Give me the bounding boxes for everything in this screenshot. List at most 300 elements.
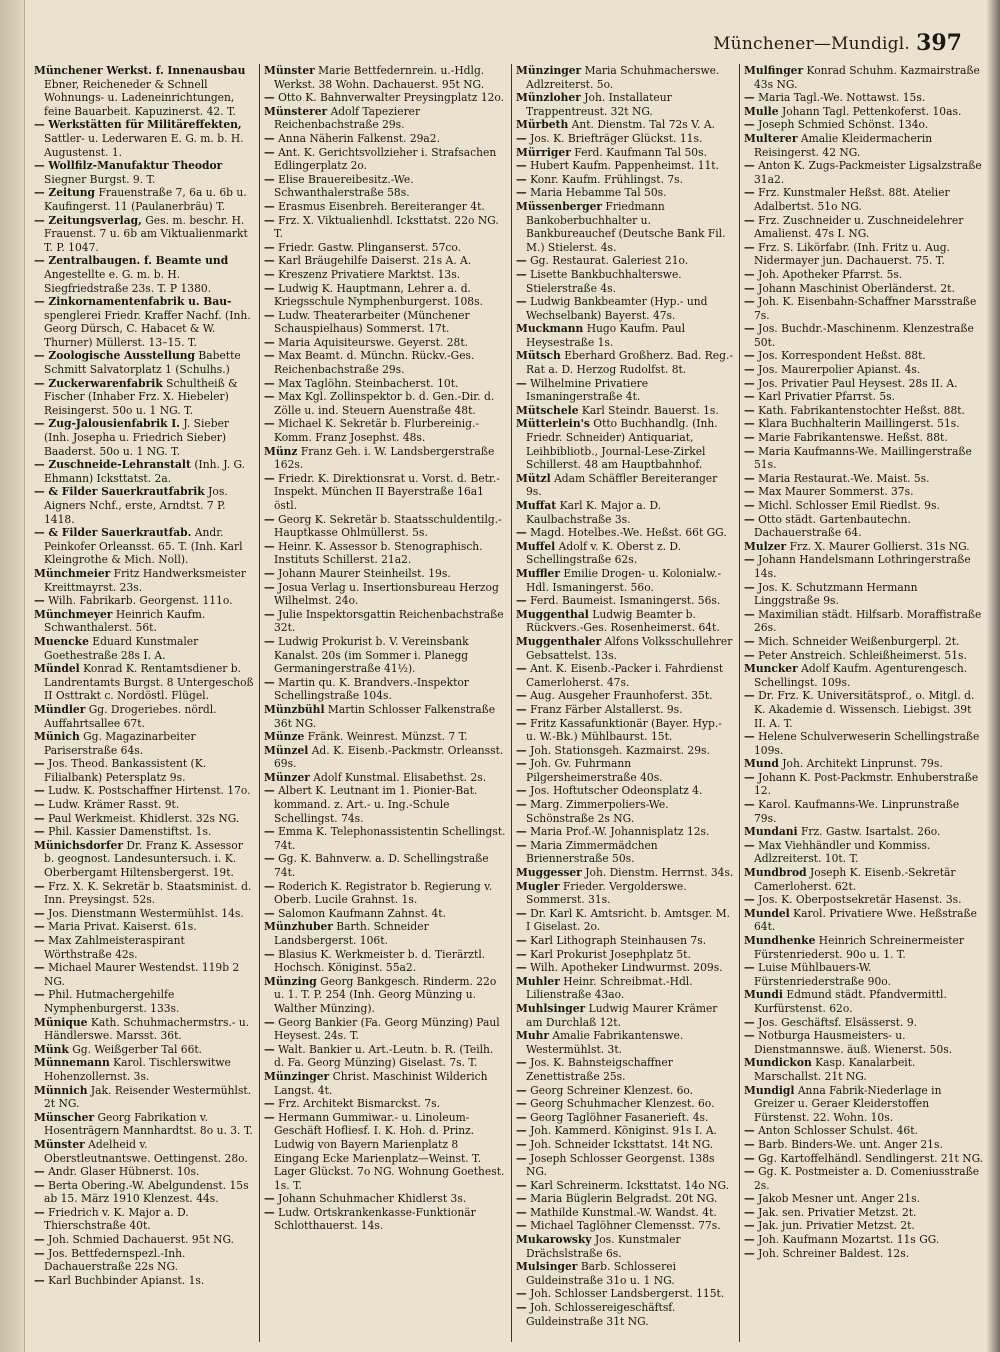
entry-name: Mulle bbox=[744, 104, 779, 118]
entry-details: Adam Schäffler Bereiteranger 9s. bbox=[526, 471, 718, 499]
directory-entry bbox=[264, 309, 506, 336]
entry-name: — & Filder Sauerkrautfabrik bbox=[34, 485, 205, 499]
entry-name: — bbox=[516, 1205, 527, 1219]
entry-details: Jos. Geschäftsf. Elsässerst. 9. bbox=[758, 1015, 918, 1029]
entry-details: Jakob Mesner unt. Anger 21s. bbox=[758, 1192, 920, 1206]
entry-details: Johann Tagl. Pettenkoferst. 10as. bbox=[781, 104, 962, 118]
entry-details: Karl Bräugehilfe Daiserst. 21s A. A. bbox=[278, 254, 472, 268]
entry-name: — bbox=[744, 390, 755, 404]
entry-name: Münnemann bbox=[34, 1056, 110, 1070]
entry-details: Ludwig Maurer Krämer am Durchlaß 12t. bbox=[526, 1001, 718, 1029]
directory-entry bbox=[34, 1138, 254, 1165]
entry-name: — bbox=[34, 988, 45, 1002]
entry-details: Michael K. Sekretär b. Flurbereinig.-Komm. Franz Josephst. 48s. bbox=[274, 417, 479, 445]
entry-details: Adolf Kunstmal. Elisabethst. 2s. bbox=[313, 770, 487, 784]
entry-name: Mundhenke bbox=[744, 934, 816, 947]
entry-name: Muggenthal bbox=[516, 607, 589, 621]
entry-details: Joseph K. Eisenb.-Sekretär Camerloherst. 62t. bbox=[754, 866, 956, 893]
entry-name: — Zoologische Ausstellung bbox=[34, 349, 195, 363]
entry-name: — Zeitungsverlag, bbox=[34, 213, 142, 227]
entry-name: — bbox=[34, 757, 45, 771]
entry-name: Multerer bbox=[744, 131, 798, 145]
entry-name: Mundani bbox=[744, 825, 798, 839]
entry-details: Kath. Schuhmachermstrs.- u. Händlerswe. Marsst. 36t. bbox=[44, 1015, 250, 1043]
entry-details: Heinrich Kaufm. Schwanthalerst. 56t. bbox=[44, 607, 206, 635]
entry-name: Münzloher bbox=[516, 91, 581, 105]
entry-details: Wilhelmine Privatiere Ismaningerstraße 4t. bbox=[526, 376, 649, 404]
directory-entry bbox=[744, 1124, 984, 1138]
directory-entry bbox=[34, 635, 254, 662]
entry-name: — bbox=[744, 798, 755, 812]
entry-name: Muffat bbox=[516, 499, 557, 512]
directory-entry bbox=[744, 581, 984, 608]
directory-entry bbox=[264, 282, 506, 309]
entry-name: — bbox=[516, 1287, 527, 1301]
directory-entry bbox=[744, 322, 984, 349]
entry-name: — bbox=[516, 798, 527, 812]
entry-name: — bbox=[744, 1015, 755, 1029]
entry-name: — bbox=[34, 811, 45, 825]
directory-entry bbox=[516, 1084, 734, 1098]
entry-name: — bbox=[264, 634, 275, 648]
entry-details: Franz Färber Alstallerst. 9s. bbox=[530, 702, 683, 716]
directory-entry bbox=[516, 798, 734, 825]
entry-name: — bbox=[516, 159, 527, 173]
entry-name: — bbox=[744, 499, 755, 512]
entry-details: Frz. Zuschneider u. Zuschneidelehrer Amalienst. 47s I. NG. bbox=[754, 213, 964, 241]
entry-details: Jos. K. Oberpostsekretär Hasenst. 3s. bbox=[758, 893, 962, 907]
entry-details: Maria Hebamme Tal 50s. bbox=[530, 186, 667, 200]
entry-details: Wilh. Fabrikarb. Georgenst. 111o. bbox=[48, 594, 233, 608]
directory-entry bbox=[744, 635, 984, 649]
entry-details: Jos. Korrespondent Heßst. 88t. bbox=[758, 349, 926, 363]
directory-entry bbox=[516, 1233, 734, 1260]
directory-entry bbox=[34, 64, 254, 118]
entry-details: Blasius K. Werkmeister b. d. Tierärztl. Hochsch. Königinst. 55a2. bbox=[274, 947, 486, 975]
entry-details: Johann Maurer Steinheilst. 19s. bbox=[278, 566, 451, 580]
directory-entry bbox=[264, 635, 506, 676]
entry-name: — bbox=[264, 825, 275, 839]
entry-details: Johann Maschinist Oberländerst. 2t. bbox=[758, 281, 955, 295]
directory-entry bbox=[34, 880, 254, 907]
directory-entry bbox=[264, 513, 506, 540]
entry-name: — Zuckerwarenfabrik bbox=[34, 376, 163, 390]
directory-entry bbox=[516, 703, 734, 717]
entry-name: — bbox=[264, 267, 275, 281]
entry-details: spenglerei Friedr. Kraffer Nachf. (Inh. Georg Dürsch, C. Habacet & W. Thurner) Müllerst. 13–15. T. bbox=[44, 308, 251, 349]
entry-details: Max Zahlmeisteraspirant Wörthstraße 42s. bbox=[44, 934, 185, 961]
entry-details: Siegner Burgst. 9. T. bbox=[44, 172, 156, 186]
directory-entry bbox=[34, 1056, 254, 1083]
directory-entry bbox=[516, 1260, 734, 1287]
entry-name: — bbox=[744, 1029, 755, 1043]
entry-name: — bbox=[744, 1192, 755, 1206]
entry-name: — bbox=[516, 784, 527, 798]
entry-details: Max Maurer Sommerst. 37s. bbox=[758, 485, 914, 499]
directory-entry bbox=[264, 105, 506, 132]
directory-entry bbox=[516, 825, 734, 839]
binding-margin bbox=[0, 0, 25, 1352]
entry-name: — bbox=[264, 1042, 275, 1056]
entry-name: — bbox=[264, 539, 275, 553]
directory-entry bbox=[744, 1192, 984, 1206]
entry-name: — bbox=[744, 159, 755, 173]
entry-details: Friedr. K. Direktionsrat u. Vorst. d. Betr.-Inspekt. München II Bayerstraße 16a1 östl. bbox=[274, 471, 500, 512]
entry-details: Georg Taglöhner Fasanerieft. 4s. bbox=[530, 1110, 709, 1124]
directory-entry bbox=[34, 1016, 254, 1043]
directory-entry bbox=[34, 784, 254, 798]
entry-details: Fritz Kassafunktionär (Bayer. Hyp.- u. W.-Bk.) Mühlbaurst. 15t. bbox=[526, 716, 722, 744]
entry-details: Andr. Peinkofer Orleansst. 65. T. (Inh. Karl Kleingrothe & Mich. Noll). bbox=[44, 526, 243, 567]
entry-details: Friedr. Gastw. Plinganserst. 57co. bbox=[278, 240, 462, 254]
directory-entry bbox=[264, 920, 506, 947]
entry-details: Maria Aquisiteurswe. Geyerst. 28t. bbox=[278, 335, 469, 349]
entry-name: — bbox=[34, 961, 45, 975]
entry-name: Münzhuber bbox=[264, 920, 333, 934]
directory-entry bbox=[516, 1056, 734, 1083]
entry-name: — bbox=[264, 906, 275, 920]
directory-entry bbox=[264, 948, 506, 975]
entry-name: — bbox=[744, 893, 755, 907]
directory-entry bbox=[516, 349, 734, 376]
entry-details: Ebner, Reicheneder & Schnell Wohnungs- u. Ladeneinrichtungen, feine Bauarbeit. Kapuzinerst. 42. T. bbox=[44, 77, 236, 118]
entry-name: — bbox=[264, 376, 275, 390]
column-3 bbox=[512, 64, 738, 1342]
entry-details: Adolf Kaufm. Agenturengesch. Schellingst. 109s. bbox=[754, 662, 968, 689]
entry-details: Jos. Bettfedernspezl.-Inh. Dachauerstraße 22s NG. bbox=[44, 1246, 186, 1274]
entry-details: Georg Schuhmacher Klenzest. 6o. bbox=[530, 1097, 715, 1111]
entry-name: Mündel bbox=[34, 662, 80, 676]
directory-entry bbox=[264, 1070, 506, 1097]
entry-name: — bbox=[264, 580, 275, 594]
directory-entry bbox=[264, 676, 506, 703]
entry-name: — Zinkornamentenfabrik u. Bau- bbox=[34, 295, 232, 309]
entry-name: Münique bbox=[34, 1015, 88, 1029]
entry-details: Joh. Stationsgeh. Kazmairst. 29s. bbox=[530, 743, 710, 757]
entry-name: Mulsinger bbox=[516, 1260, 578, 1274]
directory-entry bbox=[34, 118, 254, 159]
directory-entry bbox=[516, 1206, 734, 1220]
directory-entry bbox=[744, 404, 984, 418]
entry-name: — bbox=[264, 566, 275, 580]
entry-details: Babette Schmitt Salvatorplatz 1 (Schulhs.) bbox=[44, 349, 241, 377]
entry-details: Wilh. Apotheker Lindwurmst. 209s. bbox=[530, 961, 723, 975]
entry-details: Maria Schuhmacherswe. Adlzreiterst. 5o. bbox=[526, 64, 720, 91]
entry-details: Gg. Restaurat. Galeriest 21o. bbox=[530, 254, 689, 268]
entry-name: Münze bbox=[264, 730, 305, 744]
directory-entry bbox=[516, 662, 734, 689]
entry-details: Frz. X. Maurer Gollierst. 31s NG. bbox=[789, 539, 970, 553]
directory-entry bbox=[34, 1084, 254, 1111]
entry-name: — bbox=[516, 1301, 527, 1315]
entry-details: Mathilde Kunstmal.-W. Wandst. 4t. bbox=[530, 1205, 717, 1219]
directory-entry bbox=[34, 730, 254, 757]
entry-name: — bbox=[264, 335, 275, 349]
entry-name: — bbox=[744, 838, 755, 852]
entry-details: Karl Prokurist Josephplatz 5t. bbox=[530, 947, 691, 961]
entry-name: — bbox=[516, 186, 527, 200]
entry-details: Notburga Hausmeisters- u. Dienstmannswe. äuß. Wienerst. 50s. bbox=[754, 1029, 953, 1056]
entry-name: — bbox=[516, 947, 527, 961]
directory-entry bbox=[744, 893, 984, 907]
directory-entry bbox=[34, 485, 254, 526]
entry-details: Ludw. Ortskrankenkasse-Funktionär Schlotthauerst. 14s. bbox=[274, 1205, 476, 1233]
running-title: Münchener—Mundigl. bbox=[713, 34, 910, 54]
entry-name: Muhler bbox=[516, 974, 560, 988]
directory-entry bbox=[264, 472, 506, 513]
directory-entry bbox=[516, 377, 734, 404]
directory-entry bbox=[264, 200, 506, 214]
column-2 bbox=[260, 64, 510, 1342]
entry-details: J. Sieber (Inh. Josepha u. Friedrich Sieber) Baaderst. 50o u. 1 NG. T. bbox=[44, 417, 230, 458]
entry-details: Gg. K. Postmeister a. D. Comeniusstraße 2s. bbox=[754, 1165, 980, 1192]
entry-details: Karol. Kaufmanns-We. Linprunstraße 79s. bbox=[754, 798, 960, 825]
entry-details: Emilie Drogen- u. Kolonialw.-Hdl. Ismaningerst. 56o. bbox=[526, 566, 722, 594]
column-1 bbox=[30, 64, 258, 1342]
entry-details: Jos. Theod. Bankassistent (K. Filialbank) Petersplatz 9s. bbox=[44, 757, 207, 784]
directory-entry bbox=[516, 472, 734, 499]
entry-name: — bbox=[34, 798, 45, 812]
entry-name: — bbox=[744, 186, 755, 200]
entry-name: Muggenthaler bbox=[516, 634, 602, 648]
directory-entry bbox=[516, 744, 734, 758]
directory-entry bbox=[744, 214, 984, 241]
entry-details: Georg Bankgesch. Rinderm. 22o u. 1. T. P. 254 (Inh. Georg Münzing u. Walther Münzing). bbox=[274, 974, 497, 1015]
page-number: 397 bbox=[916, 30, 962, 56]
entry-details: Max Kgl. Zollinspektor b. d. Gen.-Dir. d. Zölle u. ind. Steuern Auenstraße 48t. bbox=[274, 390, 495, 417]
entry-name: — bbox=[516, 934, 527, 947]
entry-name: — bbox=[516, 376, 527, 390]
directory-entry bbox=[744, 513, 984, 540]
entry-details: Ludw. Theaterarbeiter (Münchener Schauspielhaus) Sommerst. 17t. bbox=[274, 308, 470, 336]
directory-entry bbox=[264, 214, 506, 241]
entry-details: Johann Schuhmacher Khidlerst 3s. bbox=[278, 1192, 467, 1206]
entry-details: Joh. Schreiner Baldest. 12s. bbox=[758, 1246, 910, 1260]
entry-details: Karl K. Major a. D. Kaulbachstraße 3s. bbox=[526, 499, 662, 526]
entry-name: Muffler bbox=[516, 566, 560, 580]
entry-name: — bbox=[34, 1205, 45, 1219]
directory-entry bbox=[516, 254, 734, 268]
entry-details: Phil. Kassier Damenstiftst. 1s. bbox=[48, 825, 212, 839]
entry-details: Konr. Kaufm. Frühlingst. 7s. bbox=[530, 172, 684, 186]
directory-entry bbox=[264, 567, 506, 581]
entry-details: Karl Schreinerm. Icksttatst. 14o NG. bbox=[530, 1178, 729, 1192]
directory-entry bbox=[516, 975, 734, 1002]
directory-entry bbox=[744, 1029, 984, 1056]
entry-details: Ferd. Baumeist. Ismaningerst. 56s. bbox=[530, 594, 721, 608]
entry-details: Jos. Hoftutscher Odeonsplatz 4. bbox=[530, 784, 703, 798]
entry-details: Frauenstraße 7, 6a u. 6b u. Kaufingerst. 11 (Paulanerbräu) T. bbox=[44, 186, 247, 213]
entry-details: Gg. Kartoffelhändl. Sendlingerst. 21t NG. bbox=[758, 1151, 984, 1165]
entry-details: Aug. Ausgeher Fraunhoferst. 35t. bbox=[530, 689, 713, 703]
directory-entry bbox=[34, 839, 254, 880]
directory-entry bbox=[744, 1016, 984, 1030]
entry-details: Jos. K. Briefträger Glückst. 11s. bbox=[530, 131, 703, 145]
directory-entry bbox=[34, 961, 254, 988]
directory-entry bbox=[34, 825, 254, 839]
entry-details: Ludwig Prokurist b. V. Vereinsbank Kanalst. 20s (im Sommer i. Planegg Germaningerstraße 41½). bbox=[274, 634, 469, 676]
entry-details: Adolf Tapezierer Reichenbachstraße 29s. bbox=[274, 104, 421, 132]
entry-name: — bbox=[264, 131, 275, 145]
entry-name: — bbox=[34, 934, 45, 947]
directory-entry bbox=[264, 349, 506, 376]
entry-details: Johann K. Post-Packmstr. Enhuberstraße 12. bbox=[754, 770, 979, 798]
directory-entry bbox=[516, 1287, 734, 1301]
entry-details: Josua Verlag u. Insertionsbureau Herzog Wilhelmst. 24o. bbox=[274, 580, 499, 608]
entry-name: — bbox=[516, 172, 527, 186]
directory-entry bbox=[516, 1029, 734, 1056]
entry-name: — bbox=[744, 240, 755, 254]
entry-name: — bbox=[516, 838, 527, 852]
entry-details: Marie Fabrikantenswe. Heßst. 88t. bbox=[758, 431, 948, 445]
entry-name: Muggesser bbox=[516, 866, 582, 880]
directory-entry bbox=[744, 961, 984, 988]
directory-entry bbox=[34, 349, 254, 376]
entry-name: — Zeitung bbox=[34, 186, 96, 200]
directory-entry bbox=[516, 186, 734, 200]
entry-name: Münchmeyer bbox=[34, 607, 113, 621]
directory-entry bbox=[744, 1247, 984, 1261]
entry-name: Münich bbox=[34, 730, 80, 744]
directory-entry bbox=[516, 1219, 734, 1233]
directory-entry bbox=[264, 852, 506, 879]
entry-name: Mürriger bbox=[516, 145, 571, 159]
directory-entry bbox=[34, 1179, 254, 1206]
entry-name: — Werkstätten für Militäreffekten, bbox=[34, 118, 242, 132]
directory-entry bbox=[264, 268, 506, 282]
entry-details: Ludwig Beamter b. Rückvers.-Ges. Rosenheimerst. 64t. bbox=[526, 607, 720, 635]
entry-details: Ludw. K. Postschaffner Hirtenst. 17o. bbox=[48, 784, 251, 798]
entry-name: Muckmann bbox=[516, 322, 584, 336]
directory-entry bbox=[34, 812, 254, 826]
directory-entry bbox=[516, 1192, 734, 1206]
entry-name: Mundbrod bbox=[744, 866, 807, 880]
directory-entry bbox=[264, 445, 506, 472]
directory-entry bbox=[516, 1111, 734, 1125]
entry-details: Roderich K. Registrator b. Regierung v. Oberb. Lucile Grahnst. 1s. bbox=[274, 879, 493, 907]
entry-details: (Inh. J. G. Ehmann) Icksttatst. 2a. bbox=[44, 458, 246, 485]
entry-details: Maximilian städt. Hilfsarb. Moraffistraße 26s. bbox=[754, 607, 982, 635]
directory-entry bbox=[744, 363, 984, 377]
directory-entry bbox=[516, 159, 734, 173]
entry-details: Joh. Dienstm. Herrnst. 34s. bbox=[585, 866, 734, 880]
entry-details: Maria Zimmermädchen Briennerstraße 50s. bbox=[526, 838, 658, 866]
directory-entry bbox=[264, 1192, 506, 1206]
entry-details: Karol. Tischlerswitwe Hohenzollernst. 3s. bbox=[44, 1056, 231, 1083]
entry-details: Jos. Privatier Paul Heysest. 28s II. A. bbox=[758, 376, 958, 390]
entry-name: — bbox=[516, 689, 527, 703]
directory-entry bbox=[744, 349, 984, 363]
entry-name: — bbox=[516, 1178, 527, 1192]
entry-name: — bbox=[264, 1205, 275, 1219]
entry-name: — bbox=[516, 254, 527, 268]
entry-details: Karl Lithograph Steinhausen 7s. bbox=[530, 934, 707, 947]
entry-name: Mütschele bbox=[516, 403, 579, 417]
entry-name: Mund bbox=[744, 757, 779, 771]
directory-entry bbox=[516, 526, 734, 540]
entry-name: — bbox=[744, 730, 755, 744]
entry-name: — bbox=[516, 1192, 527, 1206]
directory-entry bbox=[34, 907, 254, 921]
column-4 bbox=[740, 64, 988, 1342]
directory-entry bbox=[744, 1165, 984, 1192]
entry-details: Martin qu. K. Brandvers.-Inspektor Schellingstraße 104s. bbox=[274, 675, 469, 703]
directory-entry bbox=[34, 934, 254, 961]
directory-entry bbox=[516, 118, 734, 132]
entry-details: Michael Maurer Westendst. 119b 2 NG. bbox=[44, 961, 240, 988]
directory-entry bbox=[744, 553, 984, 580]
entry-details: Jos. K. Bahnsteigschaffner Zenettistraße 25s. bbox=[526, 1056, 673, 1083]
entry-name: — bbox=[744, 444, 755, 458]
directory-entry bbox=[516, 1124, 734, 1138]
directory-entry bbox=[264, 784, 506, 825]
directory-entry bbox=[744, 1152, 984, 1166]
entry-details: Ferd. Kaufmann Tal 50s. bbox=[574, 145, 707, 159]
entry-name: — bbox=[744, 91, 755, 105]
directory-entry bbox=[34, 1274, 254, 1288]
directory-entry bbox=[744, 1219, 984, 1233]
directory-entry bbox=[744, 91, 984, 105]
entry-name: Mundi bbox=[744, 988, 783, 1002]
entry-details: Ludw. Krämer Rasst. 9t. bbox=[48, 798, 180, 812]
entry-details: Michael Taglöhner Clemensst. 77s. bbox=[530, 1219, 721, 1233]
directory-entry bbox=[264, 336, 506, 350]
directory-entry bbox=[516, 404, 734, 418]
entry-details: Konrad Schuhm. Kazmairstraße 43s NG. bbox=[754, 64, 980, 91]
directory-entry bbox=[34, 254, 254, 295]
directory-entry bbox=[34, 703, 254, 730]
entry-name: Muncker bbox=[744, 662, 798, 676]
directory-entry bbox=[744, 730, 984, 757]
entry-details: Otto K. Bahnverwalter Preysingplatz 12o. bbox=[278, 91, 505, 105]
entry-details: Anton K. Zugs-Packmeister Ligsalzstraße 31a2. bbox=[754, 159, 982, 186]
directory-entry bbox=[744, 825, 984, 839]
entry-name: — bbox=[516, 757, 527, 771]
entry-details: Paul Werkmeist. Khidlerst. 32s NG. bbox=[48, 811, 240, 825]
entry-name: — bbox=[264, 199, 275, 213]
entry-details: Jos. Dienstmann Westermühlst. 14s. bbox=[48, 906, 244, 920]
entry-name: — bbox=[264, 607, 275, 621]
directory-entry bbox=[744, 689, 984, 730]
directory-entry bbox=[516, 322, 734, 349]
directory-entry bbox=[744, 390, 984, 404]
directory-entry bbox=[264, 608, 506, 635]
directory-entry bbox=[264, 744, 506, 771]
entry-details: Ges. m. beschr. H. Frauenst. 7 u. 6b am Viktualienmarkt T. P. 1047. bbox=[44, 213, 248, 254]
directory-entry bbox=[744, 1138, 984, 1152]
entry-name: Muencke bbox=[34, 634, 89, 648]
entry-details: Joseph Schlosser Georgenst. 138s NG. bbox=[526, 1151, 715, 1179]
entry-details: Barb. Schlosserei Guldeinstraße 31o u. 1 NG. bbox=[526, 1260, 676, 1287]
entry-details: Eberhard Großherz. Bad. Reg.-Rat a. D. Herzog Rudolfst. 8t. bbox=[526, 349, 733, 377]
entry-details: Kath. Fabrikantenstochter Heßst. 88t. bbox=[758, 403, 965, 417]
entry-name: — bbox=[516, 1151, 527, 1165]
entry-name: — bbox=[34, 825, 45, 839]
entry-name: — bbox=[744, 363, 755, 377]
entry-details: Maria Tagl.-We. Nottawst. 15s. bbox=[758, 91, 926, 105]
page-header bbox=[40, 28, 980, 58]
entry-details: Adelheid v. Oberstleutnantswe. Oettingenst. 28o. bbox=[44, 1137, 248, 1165]
directory-entry bbox=[744, 1233, 984, 1247]
directory-entry bbox=[34, 920, 254, 934]
entry-name: — bbox=[516, 825, 527, 839]
directory-entry bbox=[264, 1111, 506, 1193]
entry-name: Münk bbox=[34, 1042, 69, 1056]
entry-details: Jak. Reisender Westermühlst. 2t NG. bbox=[44, 1083, 252, 1111]
directory-entry bbox=[516, 132, 734, 146]
directory-entry bbox=[744, 757, 984, 771]
entry-details: Frz. X. Viktualienhdl. Icksttatst. 22o NG. T. bbox=[274, 213, 499, 241]
